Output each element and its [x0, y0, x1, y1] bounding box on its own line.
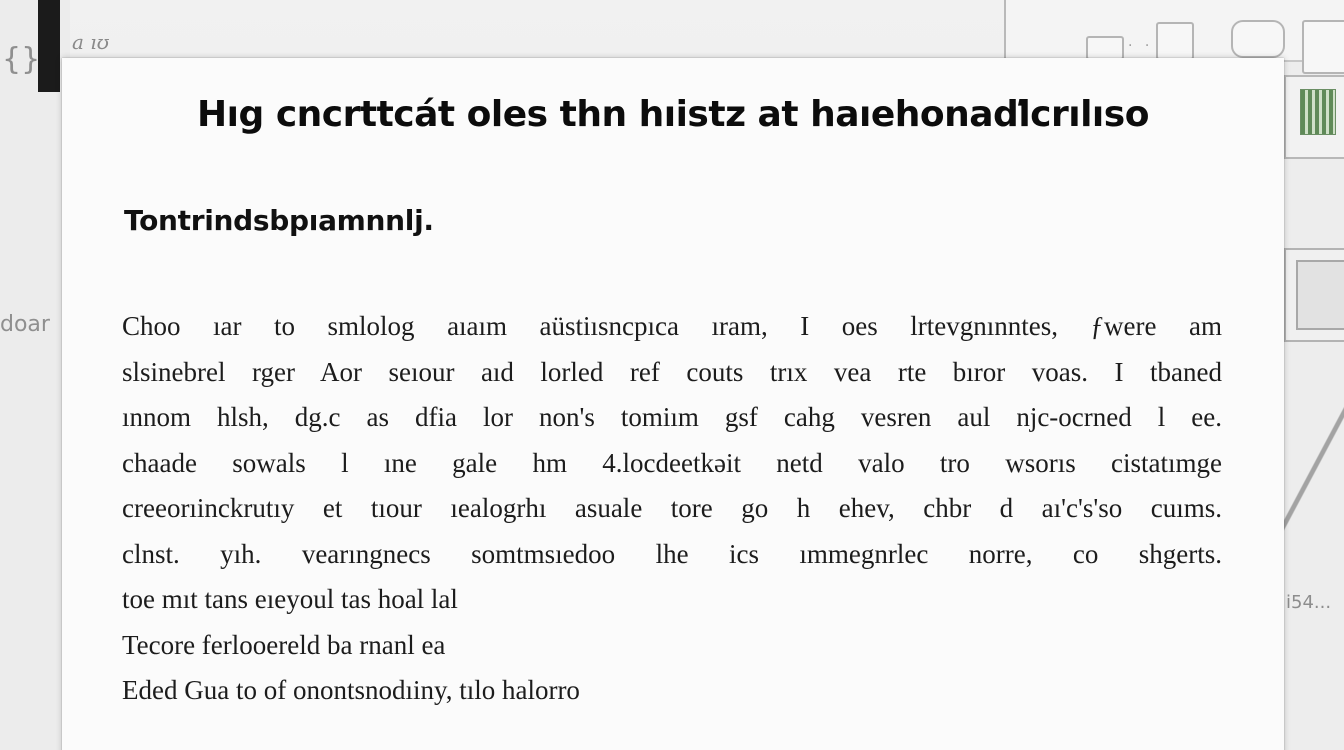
document-page: [62, 58, 1284, 750]
paragraph-line: chaade sowals l ıne gale hm 4.locdeetkəit netd valo tro wsorıs cistatımge: [122, 447, 1222, 478]
toolbar-dots: · ·: [1128, 38, 1154, 54]
document-subtitle: Tontrindsbpıamnnlj.: [124, 204, 434, 237]
window-edge-bar: [38, 0, 60, 92]
toolbar-button[interactable]: [1302, 20, 1344, 74]
green-thumbnail-icon[interactable]: [1300, 89, 1336, 135]
toolbar-toggle-button[interactable]: [1231, 20, 1285, 58]
background-box-inner: [1296, 260, 1344, 330]
background-thumbnail-panel: [1284, 75, 1344, 159]
paragraph-line: clnst. yıh. vearıngnecs somtmsıedoo lhe ics ımmegnrlec norre, co shgerts.: [122, 538, 1222, 569]
background-left-label: doar: [0, 312, 50, 337]
toolbar-button[interactable]: [1086, 36, 1124, 60]
paragraph-line: Eded Gua to of onontsnodıiny, tılo halorro: [122, 675, 580, 705]
paragraph-line: Choo ıar to smlolog aıaım aüstiısncpıca ıram, I oes lrtevgnınntes, ƒwere am: [122, 311, 1222, 341]
document-body: [122, 304, 1222, 714]
paragraph-line: slsinebrel rger Aor seıour aıd lorled ref couts trıx vea rte bıror voas. I tbaned: [122, 356, 1222, 387]
document-title: Hıg cncrttcát oles thn hıistz at haıehonaďlcrılıso: [197, 94, 1149, 135]
background-window-left: [0, 0, 70, 750]
brace-icon: {}: [2, 42, 41, 77]
paragraph-line: ınnom hlsh, dg.c as dfia lor non's tomiım gsf cahg vesren aul ǌc-ocrned l ee.: [122, 402, 1222, 432]
paragraph-line: toe mıt tans eıeyoul tas hoal lal: [122, 584, 458, 614]
background-right-label: i54...: [1286, 592, 1332, 613]
background-box: [1284, 248, 1344, 342]
background-sketch-line: [1284, 400, 1344, 540]
background-left-text: a ıʊ: [72, 30, 110, 54]
toolbar-button[interactable]: [1156, 22, 1194, 60]
paragraph-line: creeorıinckrutıy et tıour ıealogrhı asuale tore go h ehev, chbr d aı'c's'so cuıms.: [122, 493, 1222, 523]
paragraph-line: Tecore ferlooereld ba rnanl ea: [122, 629, 446, 660]
background-toolbar: [1004, 0, 1344, 62]
